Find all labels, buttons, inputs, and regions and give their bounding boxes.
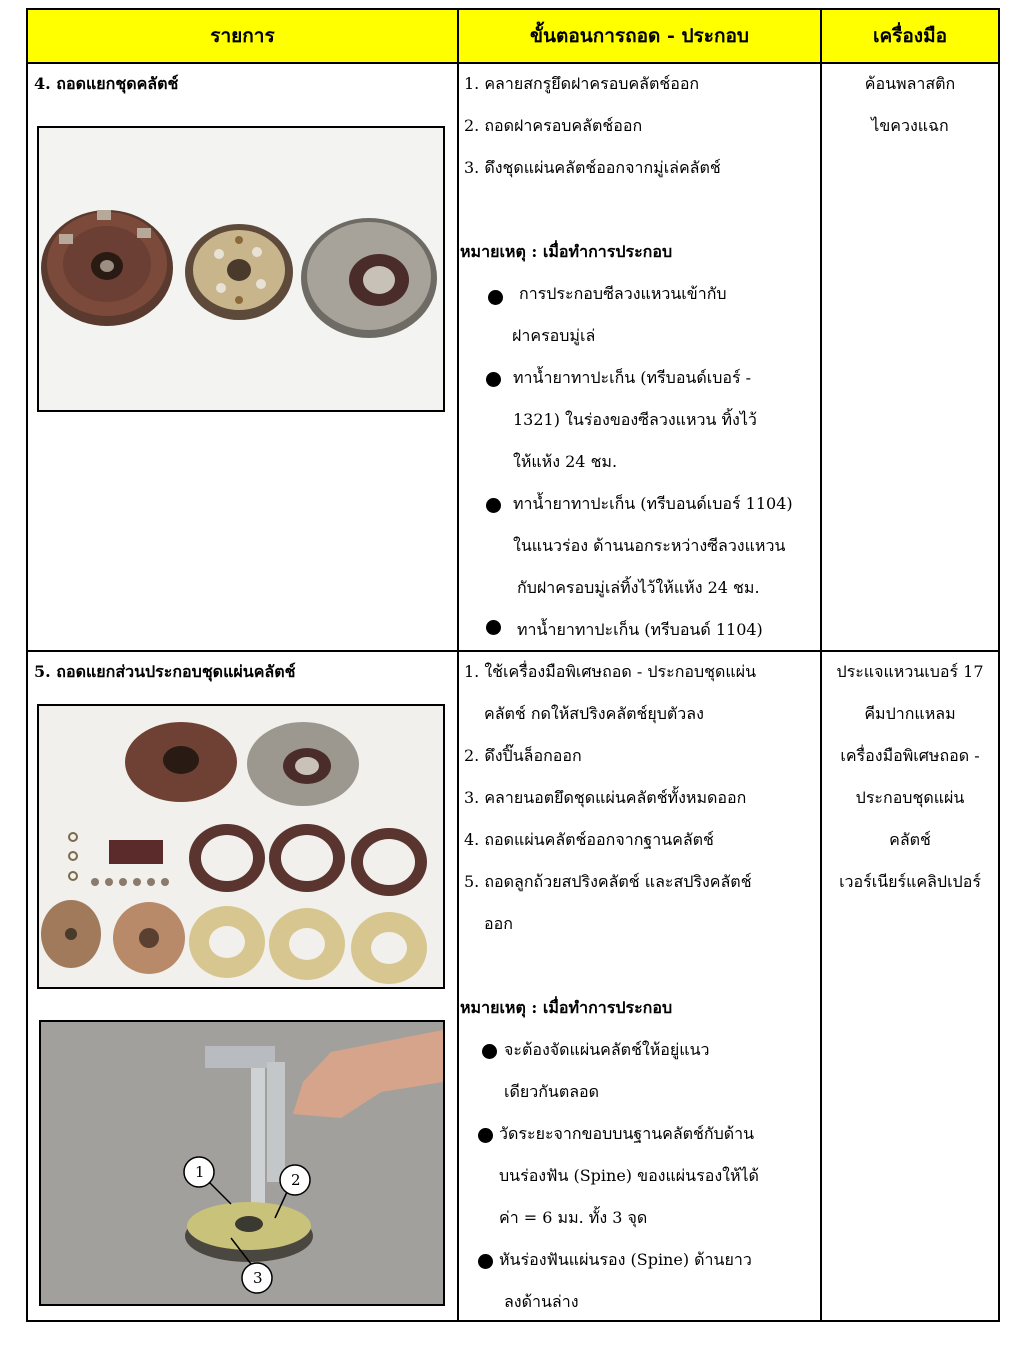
section4-note-1-line-1: การประกอบซีลวงแหวนเข้ากับ — [519, 284, 727, 303]
section5-step-5: 5. ถอดลูกถ้วยสปริงคลัตช์ และสปริงคลัตช์ — [464, 872, 752, 891]
section5-tool-3: เครื่องมือพิเศษถอด - — [840, 746, 980, 765]
section5-note-3-line-1: หันร่องฟันแผ่นรอง (Spine) ด้านยาว — [499, 1250, 752, 1269]
section5-tool-5: คลัตช์ — [889, 830, 931, 849]
header-tools-label: เครื่องมือ — [872, 25, 948, 47]
section5-note-label: หมายเหตุ : เมื่อทำการประกอบ — [460, 998, 673, 1017]
bullet-icon — [486, 498, 501, 513]
header-item-label: รายการ — [210, 25, 275, 47]
section5-step-2: 2. ดึงปิ๊นล็อกออก — [464, 746, 582, 765]
bullet-icon — [486, 620, 501, 635]
bullet-icon — [486, 372, 501, 387]
bullet-icon — [488, 290, 503, 305]
table-border-left — [26, 8, 28, 1322]
section4-title: 4. ถอดแยกชุดคลัตช์ — [34, 74, 179, 93]
clutch-disassembly-photo — [37, 126, 445, 412]
section5-tool-4: ประกอบชุดแผ่น — [855, 788, 965, 807]
header-item — [28, 10, 457, 62]
section5-tool-1: ประแจแหวนเบอร์ 17 — [836, 662, 984, 681]
section4-note-2-line-2: 1321) ในร่องของซีลวงแหวน ทิ้งไว้ — [513, 410, 757, 429]
section5-step-1: 1. ใช้เครื่องมือพิเศษถอด - ประกอบชุดแผ่น — [464, 662, 757, 681]
header-procedure-label: ขั้นตอนการถอด - ประกอบ — [530, 25, 749, 47]
section4-note-1-line-2: ฝาครอบมู่เล่ — [512, 326, 596, 345]
section5-note-1-line-2: เดียวกันตลอด — [504, 1082, 600, 1101]
section4-note-label: หมายเหตุ : เมื่อทำการประกอบ — [460, 242, 673, 261]
section4-step-1: 1. คลายสกรูยึดฝาครอบคลัตช์ออก — [464, 74, 700, 93]
callout-3: 3 — [253, 1269, 263, 1287]
section5-note-2-line-2: บนร่องฟัน (Spine) ของแผ่นรองให้ได้ — [499, 1166, 759, 1185]
section5-step-1-cont: คลัตช์ กดให้สปริงคลัตช์ยุบตัวลง — [484, 704, 704, 723]
table-border-top — [26, 8, 1000, 10]
section4-note-3-line-3: กับฝาครอบมู่เล่ทิ้งไว้ให้แห้ง 24 ชม. — [517, 578, 760, 597]
header-procedure — [459, 10, 820, 62]
table-border-bottom — [26, 1320, 1000, 1322]
section4-step-2: 2. ถอดฝาครอบคลัตช์ออก — [464, 116, 643, 135]
section5-step-5-cont: ออก — [484, 914, 513, 933]
clutch-parts-photo — [37, 704, 445, 989]
procedure-table — [26, 8, 1000, 1322]
vernier-measurement-photo — [39, 1020, 445, 1306]
section5-note-2-line-1: วัดระยะจากขอบบนฐานคลัตช์กับด้าน — [499, 1124, 755, 1143]
bullet-icon — [482, 1044, 497, 1059]
row-divider — [26, 650, 1000, 652]
section4-step-3: 3. ดึงชุดแผ่นคลัตช์ออกจากมู่เล่คลัตช์ — [464, 158, 721, 177]
section4-note-4-line-1: ทาน้ำยาทาปะเก็น (ทรีบอนด์ 1104) — [517, 620, 763, 639]
header-divider — [26, 62, 1000, 64]
section4-note-2-line-1: ทาน้ำยาทาปะเก็น (ทรีบอนด์เบอร์ - — [513, 368, 752, 387]
section5-title: 5. ถอดแยกส่วนประกอบชุดแผ่นคลัตช์ — [34, 662, 296, 681]
section5-step-3: 3. คลายนอตยึดชุดแผ่นคลัตช์ทั้งหมดออก — [464, 788, 747, 807]
column-divider-1 — [457, 8, 459, 1322]
bullet-icon — [478, 1128, 493, 1143]
section4-tool-2: ไขควงแฉก — [871, 116, 949, 135]
section4-tool-1: ค้อนพลาสติก — [864, 74, 956, 93]
callout-1: 1 — [195, 1163, 205, 1181]
section5-tool-6: เวอร์เนียร์แคลิปเปอร์ — [839, 872, 981, 891]
bullet-icon — [478, 1254, 493, 1269]
section5-note-1-line-1: จะต้องจัดแผ่นคลัตช์ให้อยู่แนว — [504, 1040, 710, 1059]
section5-tool-2: คีมปากแหลม — [864, 704, 956, 723]
section5-note-3-line-2: ลงด้านล่าง — [504, 1292, 579, 1311]
header-tools — [822, 10, 998, 62]
table-border-right — [998, 8, 1000, 1322]
section5-step-4: 4. ถอดแผ่นคลัตช์ออกจากฐานคลัตช์ — [464, 830, 714, 849]
section4-note-2-line-3: ให้แห้ง 24 ชม. — [513, 452, 618, 471]
section5-note-2-line-3: ค่า = 6 มม. ทั้ง 3 จุด — [499, 1208, 648, 1227]
section4-note-3-line-2: ในแนวร่อง ด้านนอกระหว่างซีลวงแหวน — [513, 536, 786, 555]
callout-2: 2 — [291, 1171, 301, 1189]
section4-note-3-line-1: ทาน้ำยาทาปะเก็น (ทรีบอนด์เบอร์ 1104) — [513, 494, 793, 513]
